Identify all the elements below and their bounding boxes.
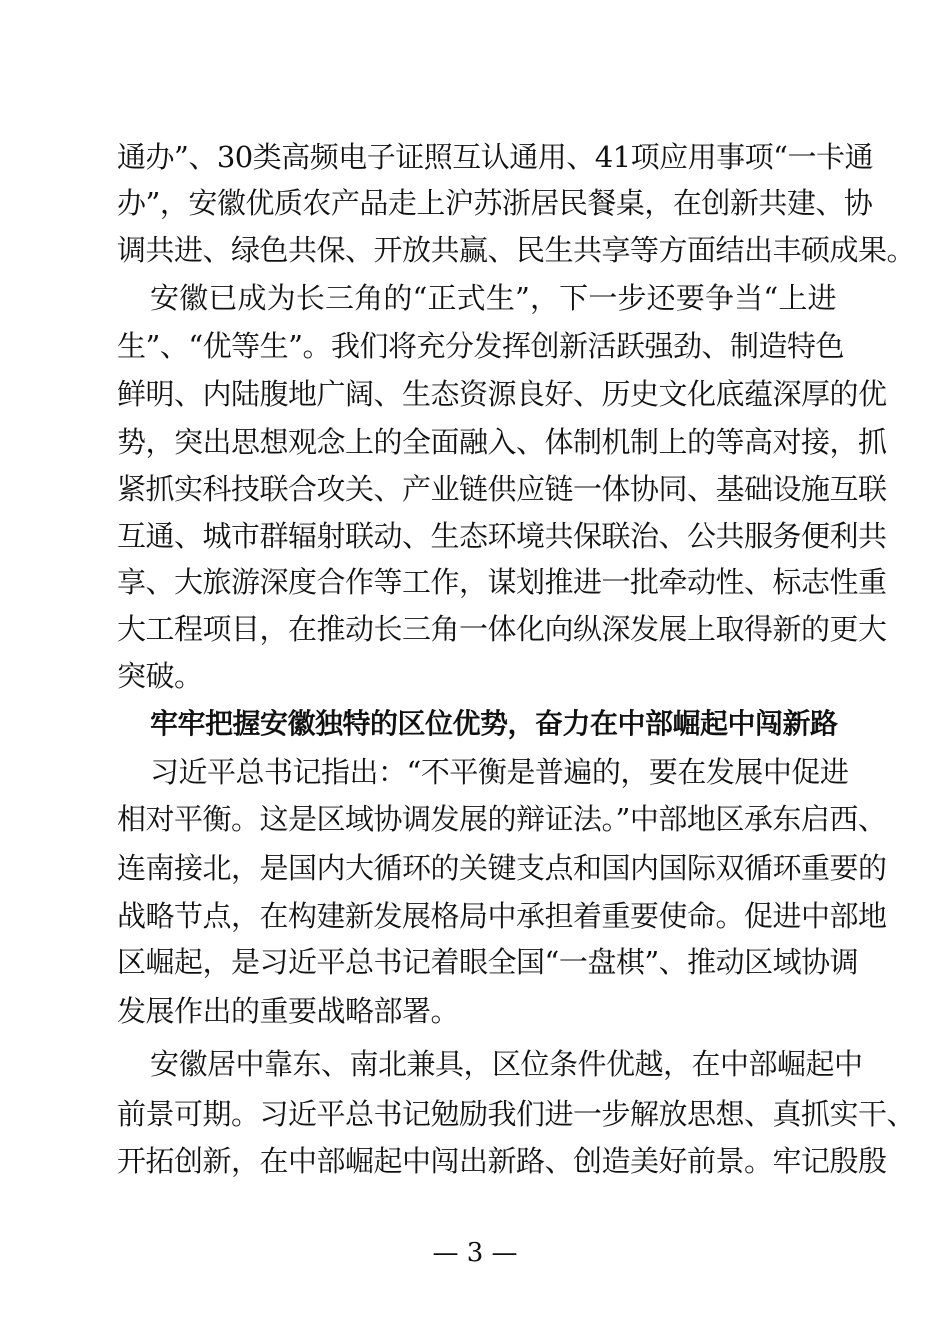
body-line: 区崛起，是习近平总书记着眼全国“一盘棋”、推动区域协调 — [117, 945, 859, 979]
body-line: 互通、城市群辐射联动、生态环境共保联治、公共服务便利共 — [117, 519, 887, 553]
body-line: 前景可期。习近平总书记勉励我们进一步解放思想、真抓实干、 — [117, 1097, 916, 1131]
body-line: 紧抓实科技联合攻关、产业链供应链一体协同、基础设施互联 — [117, 472, 887, 506]
page-number: — 3 — — [432, 1238, 518, 1268]
body-line: 鲜明、内陆腹地广阔、生态资源良好、历史文化底蕴深厚的优 — [117, 377, 887, 411]
section-heading: 牢牢把握安徽独特的区位优势，奋力在中部崛起中闯新路 — [150, 707, 838, 740]
body-line: 发展作出的重要战略部署。 — [117, 994, 460, 1028]
body-line: 势，突出思想观念上的全面融入、体制机制上的等高对接，抓 — [117, 425, 887, 459]
body-line: 相对平衡。这是区域协调发展的辩证法。”中部地区承东启西、 — [117, 802, 887, 836]
body-line: 调共进、绿色共保、开放共赢、民生共享等方面结出丰硕成果。 — [117, 233, 916, 267]
body-line: 享、大旅游深度合作等工作，谋划推进一批牵动性、标志性重 — [117, 565, 887, 599]
body-line: 战略节点，在构建新发展格局中承担着重要使命。促进中部地 — [117, 899, 887, 933]
paragraph-start-line: 安徽已成为长三角的“正式生”，下一步还要争当“上进 — [150, 281, 836, 315]
body-line: 通办”、30类高频电子证照互认通用、41项应用事项“一卡通 — [117, 140, 873, 174]
body-line: 突破。 — [117, 659, 203, 693]
paragraph-start-line: 习近平总书记指出：“不平衡是普遍的，要在发展中促进 — [150, 755, 849, 789]
body-line: 大工程项目，在推动长三角一体化向纵深发展上取得新的更大 — [117, 612, 887, 646]
body-line: 连南接北，是国内大循环的关键支点和国内国际双循环重要的 — [117, 851, 887, 885]
body-line: 生”、“优等生”。我们将充分发挥创新活跃强劲、制造特色 — [117, 329, 844, 363]
paragraph-start-line: 安徽居中靠东、南北兼具，区位条件优越，在中部崛起中 — [150, 1047, 863, 1081]
body-line: 办”，安徽优质农产品走上沪苏浙居民餐桌，在创新共建、协 — [117, 186, 873, 220]
body-line: 开拓创新，在中部崛起中闯出新路、创造美好前景。牢记殷殷 — [117, 1144, 887, 1178]
